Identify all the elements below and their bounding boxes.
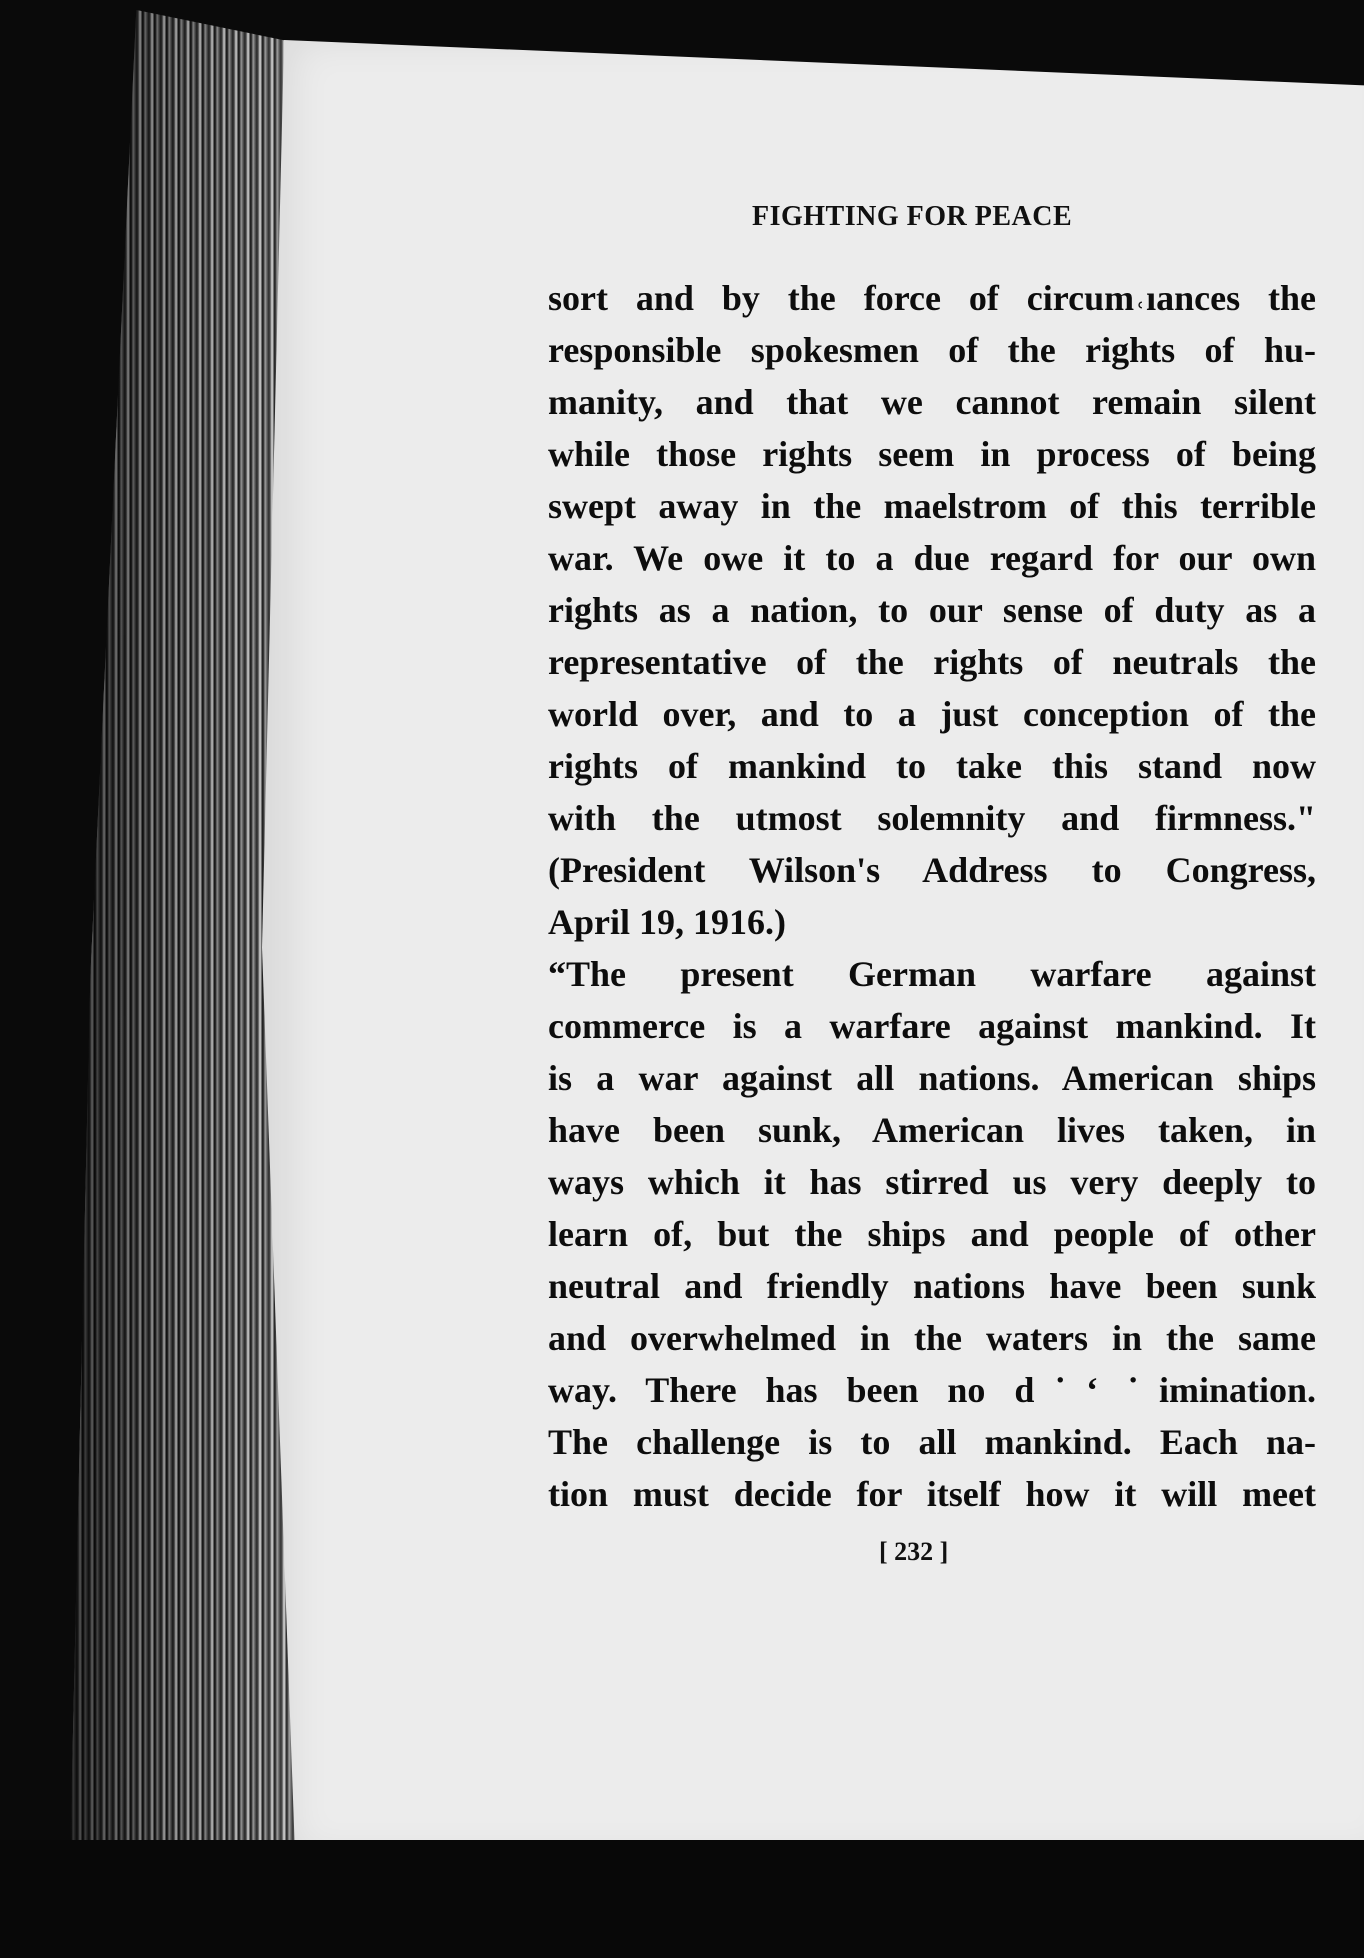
text-line: (President Wilson's Address to Congress,: [548, 850, 1316, 890]
text-line: ways which it has stirred us very deeply to: [548, 1162, 1316, 1202]
text-line: way. There has been no d˙ʻ ˙imination.: [548, 1370, 1316, 1410]
text-line: and overwhelmed in the waters in the same: [548, 1318, 1316, 1358]
scan-bottom-shadow: [0, 1840, 1364, 1958]
body-text: [548, 272, 1316, 1520]
text-line: is a war against all nations. American ships: [548, 1058, 1316, 1098]
text-line: swept away in the maelstrom of this terrible: [548, 486, 1316, 526]
text-line: have been sunk, American lives taken, in: [548, 1110, 1316, 1150]
text-line: tion must decide for itself how it will meet: [548, 1474, 1316, 1514]
text-line: neutral and friendly nations have been sunk: [548, 1266, 1316, 1306]
text-line: learn of, but the ships and people of other: [548, 1214, 1316, 1254]
text-line: manity, and that we cannot remain silent: [548, 382, 1316, 422]
text-line: April 19, 1916.): [548, 902, 786, 942]
running-head: FIGHTING FOR PEACE: [752, 201, 1073, 232]
text-line: representative of the rights of neutrals the: [548, 642, 1316, 682]
page-number: [ 232 ]: [879, 1537, 949, 1566]
text-line: rights as a nation, to our sense of duty as a: [548, 590, 1316, 630]
text-line: world over, and to a just conception of the: [548, 694, 1316, 734]
text-line: responsible spokesmen of the rights of hu-: [548, 330, 1316, 370]
text-line: commerce is a warfare against mankind. It: [548, 1006, 1316, 1046]
text-line: rights of mankind to take this stand now: [548, 746, 1316, 786]
text-line: sort and by the force of circum˓ıances the: [548, 278, 1316, 318]
text-line: with the utmost solemnity and firmness.": [548, 798, 1316, 838]
text-line: war. We owe it to a due regard for our own: [548, 538, 1316, 578]
text-line: “The present German warfare against: [548, 954, 1316, 994]
text-line: The challenge is to all mankind. Each na-: [548, 1422, 1316, 1462]
text-line: while those rights seem in process of being: [548, 434, 1316, 474]
